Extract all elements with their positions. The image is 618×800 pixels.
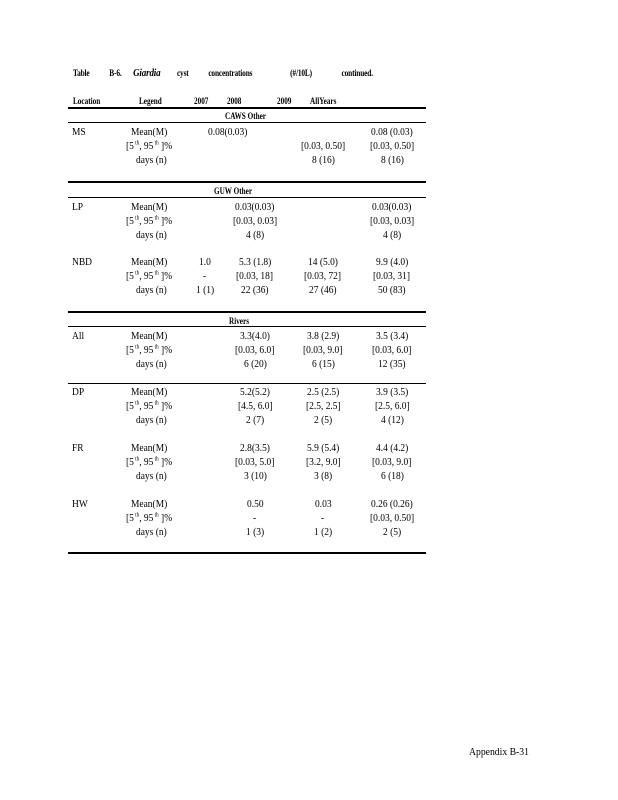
cell-all-mean: 9.9 (4.0) bbox=[375, 256, 409, 268]
section-end-rule bbox=[68, 181, 426, 183]
row-location: All bbox=[72, 330, 85, 342]
legend-days: days (n) bbox=[136, 284, 167, 296]
cell-all-days: 50 (83) bbox=[378, 284, 406, 296]
section-rule bbox=[68, 197, 426, 198]
row-location: LP bbox=[72, 201, 84, 213]
cell-y2009-percentile: [0.03, 0.50] bbox=[300, 140, 346, 152]
caption-table-number: B-6. bbox=[109, 68, 122, 78]
cell-y2009-mean: 0.03 bbox=[314, 498, 332, 510]
cell-y2009-days: 3 (8) bbox=[313, 470, 333, 482]
cell-all-mean: 3.9 (3.5) bbox=[375, 386, 409, 398]
legend-days: days (n) bbox=[136, 229, 167, 241]
row-location: MS bbox=[72, 126, 86, 138]
legend-mean: Mean(M) bbox=[131, 442, 168, 454]
section-rule bbox=[68, 122, 426, 123]
cell-y2008-days: 6 (20) bbox=[243, 358, 267, 370]
legend-days: days (n) bbox=[136, 358, 167, 370]
section-end-rule bbox=[68, 311, 426, 313]
cell-all-percentile: [0.03, 31] bbox=[373, 270, 411, 282]
column-header-all-years: AllYears bbox=[310, 96, 337, 106]
cell-all-days: 12 (35) bbox=[378, 358, 406, 370]
cell-y2008-percentile: [0.03, 0.03] bbox=[232, 215, 278, 227]
legend-percentile: [5 $^{th}$, 95 $^{th}$ ]% bbox=[126, 400, 173, 412]
cell-y2009-mean: 3.8 (2.9) bbox=[306, 330, 340, 342]
caption-units: (#/10L) bbox=[290, 68, 312, 78]
cell-y2008-mean: 5.2(5.2) bbox=[240, 386, 270, 398]
cell-y2009-mean: 2.5 (2.5) bbox=[306, 386, 340, 398]
cell-all-mean: 0.26 (0.26) bbox=[371, 498, 413, 510]
cell-all-mean: 4.4 (4.2) bbox=[375, 442, 409, 454]
caption-table-label: Table bbox=[73, 68, 90, 78]
legend-percentile: [5 $^{th}$, 95 $^{th}$ ]% bbox=[126, 456, 173, 468]
caption-cyst: cyst bbox=[176, 68, 189, 78]
section-rule bbox=[68, 326, 426, 327]
row-rule bbox=[68, 383, 426, 384]
cell-y2008-days: 4 (8) bbox=[245, 229, 265, 241]
column-header-legend: Legend bbox=[139, 96, 162, 106]
caption-organism: Giardia bbox=[133, 67, 161, 79]
row-location: NBD bbox=[72, 256, 92, 268]
cell-all-days: 6 (18) bbox=[380, 470, 404, 482]
cell-all-days: 2 (5) bbox=[382, 526, 402, 538]
legend-mean: Mean(M) bbox=[131, 256, 168, 268]
cell-y2007-mean: 1.0 bbox=[199, 256, 211, 268]
header-rule bbox=[68, 107, 426, 109]
row-location: FR bbox=[72, 442, 84, 454]
legend-percentile: [5 $^{th}$, 95 $^{th}$ ]% bbox=[126, 215, 173, 227]
cell-y2009-percentile: - bbox=[321, 512, 325, 524]
legend-percentile: [5 $^{th}$, 95 $^{th}$ ]% bbox=[126, 270, 173, 282]
cell-y2008-mean: 0.03(0.03) bbox=[235, 201, 275, 213]
cell-y2007-days: 1 (1) bbox=[195, 284, 215, 296]
cell-all-percentile: [0.03, 6.0] bbox=[372, 344, 412, 356]
cell-y2008-percentile: [0.03, 18] bbox=[236, 270, 274, 282]
cell-y2008-days: 22 (36) bbox=[241, 284, 269, 296]
cell-y2009-percentile: [0.03, 9.0] bbox=[303, 344, 343, 356]
column-header-location: Location bbox=[73, 96, 101, 106]
legend-days: days (n) bbox=[136, 414, 167, 426]
cell-y2009-days: 6 (15) bbox=[311, 358, 335, 370]
cell-all-mean: 3.5 (3.4) bbox=[375, 330, 409, 342]
cell-y2009-days: 1 (2) bbox=[313, 526, 333, 538]
cell-y2009-days: 8 (16) bbox=[311, 154, 335, 166]
legend-mean: Mean(M) bbox=[131, 498, 168, 510]
column-header-2008: 2008 bbox=[227, 96, 242, 106]
cell-y2008-percentile: [0.03, 6.0] bbox=[235, 344, 275, 356]
cell-y2009-percentile: [3.2, 9.0] bbox=[305, 456, 341, 468]
legend-days: days (n) bbox=[136, 526, 167, 538]
cell-y2008-mean: 0.50 bbox=[246, 498, 264, 510]
cell-all-mean: 0.03(0.03) bbox=[372, 201, 412, 213]
cell-y2008-days: 2 (7) bbox=[245, 414, 265, 426]
cell-all-days: 8 (16) bbox=[380, 154, 404, 166]
section-title: GUW Other bbox=[214, 186, 253, 196]
cell-y2009-percentile: [2.5, 2.5] bbox=[305, 400, 341, 412]
cell-y2008-percentile: [4.5, 6.0] bbox=[237, 400, 273, 412]
cell-all-percentile: [0.03, 0.50] bbox=[369, 512, 415, 524]
page-footer: Appendix B-31 bbox=[469, 746, 529, 758]
cell-2007-mean: 0.08(0.03) bbox=[208, 126, 248, 138]
cell-all-percentile: [0.03, 0.03] bbox=[369, 215, 415, 227]
section-end-rule bbox=[68, 552, 426, 554]
column-header-2007: 2007 bbox=[194, 96, 209, 106]
cell-y2008-percentile: - bbox=[253, 512, 257, 524]
cell-y2009-days: 2 (5) bbox=[313, 414, 333, 426]
cell-all-percentile: [2.5, 6.0] bbox=[374, 400, 410, 412]
column-header-2009: 2009 bbox=[277, 96, 292, 106]
legend-percentile: [5 $^{th}$, 95 $^{th}$ ]% bbox=[126, 512, 173, 524]
cell-y2008-mean: 2.8(3.5) bbox=[240, 442, 270, 454]
cell-y2008-mean: 3.3(4.0) bbox=[240, 330, 270, 342]
cell-all-days: 4 (12) bbox=[380, 414, 404, 426]
section-title: CAWS Other bbox=[225, 111, 266, 121]
row-location: DP bbox=[72, 386, 85, 398]
cell-all-percentile: [0.03, 9.0] bbox=[372, 456, 412, 468]
legend-mean: Mean(M) bbox=[131, 201, 168, 213]
legend-percentile: [5 $^{th}$, 95 $^{th}$ ]% bbox=[126, 140, 173, 152]
cell-all-mean: 0.08 (0.03) bbox=[371, 126, 413, 138]
cell-y2008-percentile: [0.03, 5.0] bbox=[235, 456, 275, 468]
legend-days: days (n) bbox=[136, 154, 167, 166]
cell-y2009-days: 27 (46) bbox=[309, 284, 337, 296]
legend-mean: Mean(M) bbox=[131, 126, 168, 138]
cell-y2009-mean: 14 (5.0) bbox=[308, 256, 338, 268]
caption-concentrations: concentrations bbox=[208, 68, 253, 78]
cell-y2008-days: 1 (3) bbox=[245, 526, 265, 538]
caption-continued: continued. bbox=[341, 68, 373, 78]
cell-y2009-percentile: [0.03, 72] bbox=[304, 270, 342, 282]
row-location: HW bbox=[72, 498, 88, 510]
legend-percentile: [5 $^{th}$, 95 $^{th}$ ]% bbox=[126, 344, 173, 356]
table-caption bbox=[73, 67, 373, 79]
cell-y2007-percentile: - bbox=[203, 270, 207, 282]
cell-y2008-mean: 5.3 (1.8) bbox=[238, 256, 272, 268]
legend-mean: Mean(M) bbox=[131, 330, 168, 342]
cell-all-percentile: [0.03, 0.50] bbox=[369, 140, 415, 152]
cell-y2008-days: 3 (10) bbox=[243, 470, 267, 482]
legend-mean: Mean(M) bbox=[131, 386, 168, 398]
cell-all-days: 4 (8) bbox=[382, 229, 402, 241]
cell-y2009-mean: 5.9 (5.4) bbox=[306, 442, 340, 454]
section-title: Rivers bbox=[229, 316, 249, 326]
legend-days: days (n) bbox=[136, 470, 167, 482]
